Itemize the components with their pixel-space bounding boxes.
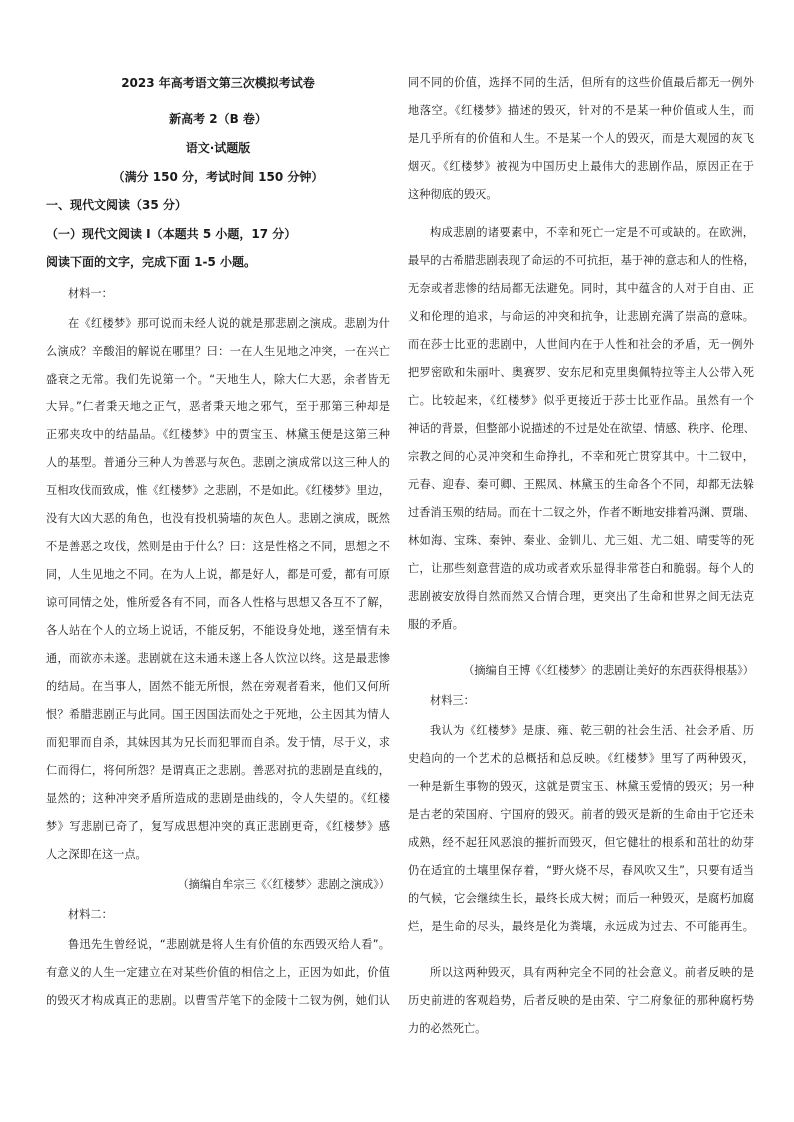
material2-line: 悲剧被安放得自然而然又合情合理，更突出了生命和世界之间无法克 (408, 590, 754, 603)
material2-line: 亡，让那些刻意营造的成功或者欢乐显得非常苍白和脆弱。每个人的 (408, 562, 754, 575)
exam-subtitle: 新高考 2（B 卷） (169, 112, 267, 126)
material1-line: 显然的；这种冲突矛盾所造成的悲剧是曲线的，令人失望的。《红楼 (46, 792, 390, 805)
material1-line: 人之深即在这一点。 (46, 848, 147, 861)
material1-line: 互相攻伐而致成，惟《红楼梦》之悲剧，不是如此。《红楼梦》里边， (46, 484, 390, 497)
material1-line: 梦》写悲剧已奇了，复写成思想冲突的真正悲剧更奇，《红楼梦》感 (46, 820, 390, 833)
material2-line: 同不同的价值，选择不同的生活，但所有的这些价值最后都无一例外 (408, 76, 754, 89)
material2-line: 宗教之间的心灵冲突和生命挣扎，不幸和死亡贯穿其中。十二钗中， (408, 450, 754, 463)
exam-edition: 语文·试题版 (185, 141, 251, 155)
material2-line: 有意义的人生一定建立在对某些价值的相信之上，正因为如此，价值 (46, 966, 390, 979)
subsection-heading: （一）现代文阅读 I（本题共 5 小题，17 分） (46, 227, 297, 241)
material-label: 材料三： (430, 694, 475, 707)
material2-line: 地落空。《红楼梦》描述的毁灭，针对的不是某一种价值或人生，而 (408, 104, 754, 117)
material2-line: 服的矛盾。 (408, 618, 464, 631)
material1-line: 在《红楼梦》那可说而未经人说的就是那悲剧之演成。悲剧为什 (68, 317, 390, 330)
section-heading: 一、现代文阅读（35 分） (46, 198, 187, 212)
material1-line: 人的基型。普通分三种人为善恶与灰色。悲剧之演成常以这三种人的 (46, 456, 390, 469)
material3-line: 是古老的荣国府、宁国府的毁灭。前者的毁灭是新的生命由于它还未 (408, 808, 754, 821)
material1-line: 恨？希腊悲剧正与此同。国王因国法而处之于死地，公主因其为情人 (46, 708, 390, 721)
material1-line: 同，人生见地之不同。在为人上说，都是好人，都是可爱，都有可原 (46, 568, 390, 581)
material2-line: 林如海、宝珠、秦钟、秦业、金钏儿、尤三姐、尤二姐、晴雯等的死 (408, 534, 754, 547)
material1-line: 的结局。在当事人，固然不能无所恨，然在旁观者看来，他们又何所 (46, 680, 390, 693)
material3-line: 一种是新生事物的毁灭，这就是贾宝玉、林黛玉爱情的毁灭；另一种 (408, 780, 754, 793)
material2-source: （摘编自王博《〈红楼梦〉的悲剧让美好的东西获得根基》） (463, 664, 754, 677)
material3-line: 所以这两种毁灭，具有两种完全不同的社会意义。前者反映的是 (430, 966, 754, 979)
exam-meta: （满分 150 分，考试时间 150 分钟） (112, 170, 324, 184)
material2-line: 把罗密欧和朱丽叶、奥赛罗、安东尼和克里奥佩特拉等主人公带入死 (408, 366, 754, 379)
material-label: 材料二： (68, 908, 113, 921)
material1-line: 各人站在个人的立场上说话，不能反躬，不能设身处地，遂至情有未 (46, 624, 390, 637)
material2-line: 神话的背景，但整部小说描述的不过是处在欲望、情感、秩序、伦理、 (408, 422, 755, 435)
material1-line: 不是善恶之攻伐，然则是由于什么？曰：这是性格之不同，思想之不 (46, 540, 390, 553)
material3-line: 成熟，经不起狂风恶浪的摧折而毁灭，但它健壮的根系和茁壮的幼芽 (408, 836, 754, 849)
material2-line: 的毁灭才构成真正的悲剧。以曹雪芹笔下的金陵十二钗为例，她们认 (46, 994, 390, 1007)
material1-line: 谅可同情之处，惟所爱各有不同，而各人性格与思想又各互不了解， (46, 596, 390, 609)
material1-source: （摘编自牟宗三《〈红楼梦〉悲剧之演成》） (177, 878, 390, 891)
material-label: 材料一： (68, 287, 113, 300)
material1-line: 么演成？辛酸泪的解说在哪里？曰：一在人生见地之冲突，一在兴亡 (46, 345, 390, 358)
material3-line: 历史前进的客观趋势，后者反映的是由荣、宁二府象征的那种腐朽势 (408, 994, 754, 1007)
material2-line: 元春、迎春、秦可卿、王熙凤、林黛玉的生命各个不同，却都无法躲 (408, 478, 754, 491)
material3-line: 烂，是生命的尽头，最终是化为粪壤，永远成为过去、不可能再生。 (408, 920, 754, 933)
material1-line: 通，而欲亦未遂。悲剧就在这未通未遂上各人饮泣以终。这是最悲惨 (46, 652, 390, 665)
material2-line: 构成悲剧的诸要素中，不幸和死亡一定是不可或缺的。在欧洲， (430, 226, 754, 239)
material1-line: 大异。”仁者秉天地之正气，恶者秉天地之邪气，至于那第三种却是 (46, 400, 390, 413)
material3-line: 史趋向的一个艺术的总概括和总反映。《红楼梦》里写了两种毁灭， (408, 752, 754, 765)
material3-line: 的气候，它会继续生长，最终长成大树；而后一种毁灭，是腐朽加腐 (408, 892, 754, 905)
material1-line: 而犯罪而自杀，其妹因其为兄长而犯罪而自杀。发于情，尽于义，求 (46, 736, 390, 749)
material1-line: 没有大凶大恶的角色，也没有投机骑墙的灰色人。悲剧之演成，既然 (46, 512, 390, 525)
material2-line: 最早的古希腊悲剧表现了命运的不可抗拒，基于神的意志和人的性格， (408, 254, 755, 267)
material1-line: 盛衰之无常。我们先说第一个。“天地生人，除大仁大恶，余者皆无 (46, 373, 390, 386)
material2-line: 烟灭。《红楼梦》被视为中国历史上最伟大的悲剧作品，原因正在于 (408, 160, 754, 173)
reading-instruction: 阅读下面的文字，完成下面 1-5 小题。 (46, 255, 257, 269)
material2-line: 义和伦理的追求，与命运的冲突和抗争，让悲剧充满了崇高的意味。 (408, 310, 754, 323)
material3-line: 力的必然死亡。 (408, 1022, 487, 1035)
material2-line: 而在莎士比亚的悲剧中，人世间内在于人性和社会的矛盾，无一例外 (408, 338, 754, 351)
material2-line: 是几乎所有的价值和人生。不是某一个人的毁灭，而是大观园的灰飞 (408, 132, 754, 145)
material2-line: 鲁迅先生曾经说，“悲剧就是将人生有价值的东西毁灭给人看”。 (68, 938, 390, 951)
material1-line: 正邪夹攻中的结晶品。《红楼梦》中的贾宝玉、林黛玉便是这第三种 (46, 428, 390, 441)
material2-line: 亡。比较起来，《红楼梦》似乎更接近于莎士比亚作品。虽然有一个 (408, 394, 754, 407)
material2-line: 过香消玉殒的结局。而在十二钗之外，作者不断地安排着冯渊、贾瑞、 (408, 506, 755, 519)
material2-line: 这种彻底的毁灭。 (408, 188, 498, 201)
exam-title: 2023 年高考语文第三次模拟考试卷 (121, 76, 315, 90)
material1-line: 仁而得仁，将何所怨？是谓真正之悲剧。善恶对抗的悲剧是直线的， (46, 764, 390, 777)
material2-line: 无奈或者悲惨的结局都无法避免。同时，其中蕴含的人对于自由、正 (408, 282, 754, 295)
material3-line: 我认为《红楼梦》是康、雍、乾三朝的社会生活、社会矛盾、历 (430, 724, 754, 737)
material3-line: 仍在适宜的土壤里保存着，“野火烧不尽，春风吹又生”，只要有适当 (408, 864, 754, 877)
